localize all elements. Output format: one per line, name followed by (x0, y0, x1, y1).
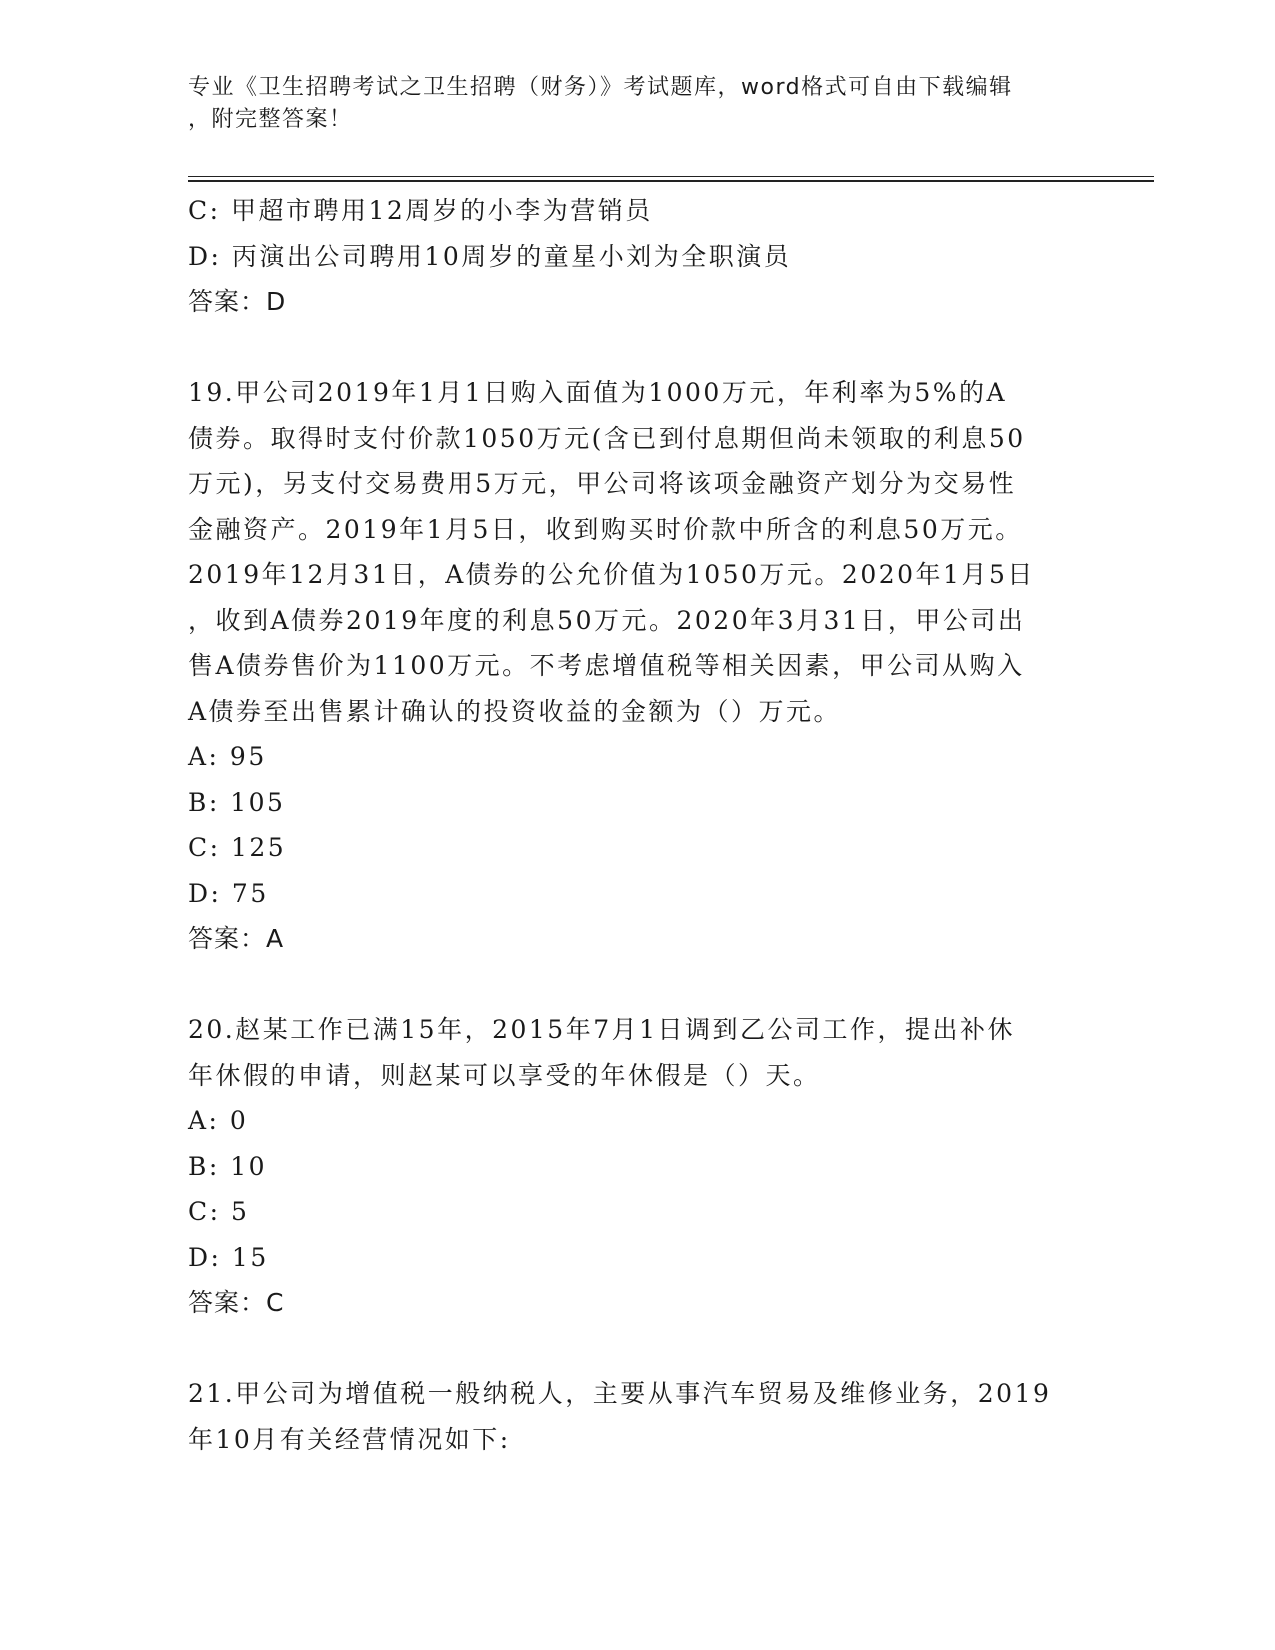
option-c: C: 甲超市聘用12周岁的小李为营销员 (188, 196, 653, 225)
option-a: A: 0 (188, 1106, 249, 1135)
question-stem-line: 债券。取得时支付价款1050万元(含已到付息期但尚未领取的利息50 (188, 423, 1026, 453)
question-stem-line: 21.甲公司为增值税一般纳税人，主要从事汽车贸易及维修业务，2019 (188, 1379, 1052, 1408)
question-stem-line: A债券至出售累计确认的投资收益的金额为（）万元。 (188, 696, 842, 726)
page-header (188, 72, 1068, 136)
header-line-1: 专业《卫生招聘考试之卫生招聘（财务）》考试题库，word格式可自由下载编辑 (188, 75, 1013, 100)
answer-label: 答案：D (188, 287, 287, 316)
question-stem-line: ，收到A债券2019年度的利息50万元。2020年3月31日，甲公司出 (188, 605, 1026, 635)
question-21 (188, 1371, 1078, 1462)
option-d: D: 75 (188, 878, 269, 908)
spacer (188, 1326, 1078, 1372)
header-line-2: ，附完整答案！ (188, 107, 353, 132)
option-d: D: 丙演出公司聘用10周岁的童星小刘为全职演员 (188, 241, 792, 271)
option-c: C: 5 (188, 1197, 250, 1226)
option-b: B: 10 (188, 1151, 268, 1181)
question-stem-line: 售A债券售价为1100万元。不考虑增值税等相关因素，甲公司从购入 (188, 651, 1025, 680)
option-d: D: 15 (188, 1242, 269, 1272)
question-stem-line: 年休假的申请，则赵某可以享受的年休假是（）天。 (188, 1060, 821, 1090)
question-stem-line: 19.甲公司2019年1月1日购入面值为1000万元，年利率为5%的A (188, 378, 1008, 407)
header-divider-thin (188, 176, 1154, 177)
spacer (188, 325, 1078, 371)
option-c: C: 125 (188, 833, 287, 862)
option-b: B: 105 (188, 787, 286, 817)
question-stem-line: 金融资产。2019年1月5日，收到购买时价款中所含的利息50万元。 (188, 514, 1023, 544)
question-stem-line: 年10月有关经营情况如下: (188, 1424, 511, 1454)
prev-question (188, 188, 1078, 325)
question-19 (188, 370, 1078, 962)
question-stem-line: 20.赵某工作已满15年，2015年7月1日调到乙公司工作，提出补休 (188, 1015, 1016, 1044)
question-stem-line: 万元)，另支付交易费用5万元，甲公司将该项金融资产划分为交易性 (188, 469, 1017, 498)
answer-label: 答案：C (188, 1288, 285, 1317)
question-20 (188, 1007, 1078, 1326)
option-a: A: 95 (188, 742, 267, 771)
document-body (188, 188, 1078, 1462)
spacer (188, 962, 1078, 1008)
question-stem-line: 2019年12月31日，A债券的公允价值为1050万元。2020年1月5日 (188, 560, 1035, 589)
answer-label: 答案：A (188, 924, 285, 953)
header-divider-thick (188, 180, 1154, 182)
